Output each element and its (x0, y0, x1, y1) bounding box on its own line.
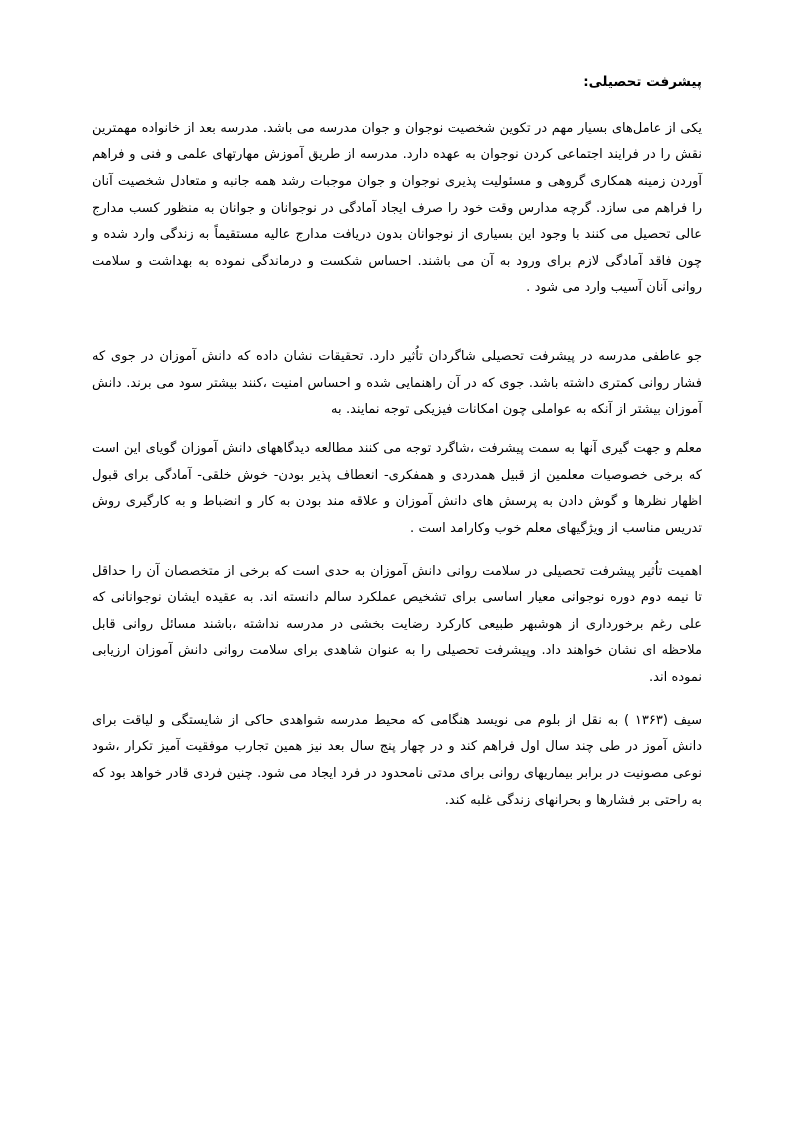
paragraph-3: معلم و جهت گیری آنها به سمت پیشرفت ،شاگرد توجه می کنند مطالعه دیدگاههای دانش آموزان گویای این است که برخی خصوصیات معلمین از قبیل همدردی و همفکری- انعطاف پذیر بودن- خوش خلقی- آمادگی برای قبول اظهار نظرها و گوش دادن به پرسش های دانش آموزان و علاقه مند بودن به کار و انضباط و به کارگیری روش تدریس مناسب از ویژگیهای معلم خوب وکارامد است . (92, 441, 702, 536)
paragraph-2: جو عاطفی مدرسه در پیشرفت تحصیلی شاگردان تاُثیر دارد. تحقیقات نشان داده که دانش آموزان در جوی که فشار روانی کمتری داشته باشد. جوی که در آن راهنمایی شده و احساس امنیت ،کنند بیشتر سود می برند. دانش آموزان بیشتر از آنکه به عواملی چون امکانات فیزیکی توجه نمایند. به (92, 349, 702, 418)
paragraph-4: اهمیت تاُثیر پیشرفت تحصیلی در سلامت روانی دانش آموزان به حدی است که برخی از متخصصان آن را حداقل تا نیمه دوم دوره نوجوانی معیار اساسی برای تشخیص عملکرد سالم دانسته اند. به عقیده ایشان نوجوانانی که علی رغم برخورداری از هوشبهر طبیعی کارکرد رضایت بخشی در مدرسه نداشته ،باشند مسائل روانی قابل ملاحظه ای نشان خواهند داد. وپیشرفت تحصیلی را به عنوان شاهدی برای سلامت روانی دانش آموزان ارزیابی نموده اند. (92, 563, 702, 686)
page-title: پیشرفت تحصیلی: (583, 74, 702, 90)
paragraph-5: سیف (۱۳۶۳ ) به نقل از بلوم می نویسد هنگامی که محیط مدرسه شواهدی حاکی از شایستگی و لیاقت برای دانش آموز در طی چند سال اول فراهم کند و در چهار پنج سال بعد نیز همین تجارب موفقیت آمیز تکرار ،شود نوعی مصونیت در برابر بیماریهای روانی برای مدتی نامحدود در فرد ایجاد می شود. چنین فردی قادر خواهد بود که به راحتی بر فشارها و بحرانهای زندگی غلبه کند. (92, 712, 702, 808)
paragraph-1: یکی از عامل‌های بسیار مهم در تکوین شخصیت نوجوان و جوان مدرسه می باشد. مدرسه بعد از خانواده مهمترین نقش را در فرایند اجتماعی کردن نوجوان به عهده دارد. مدرسه از طریق آموزش مهارتهای علمی و فنی و فراهم آوردن زمینه همکاری گروهی و مسئولیت پذیری نوجوان و جوان موجبات رشد همه جانبه و متعادل شخصیت آنان را فراهم می سازد. گرچه مدارس وقت خود را صرف ایجاد آمادگی در نوجوانان و جوانان به منظور کسب مدارج عالی تحصیل می کنند با وجود این بسیاری از نوجوانان بدون دریافت مدارج عالیه مستقیماً به زندگی وارد شده و چون فاقد آمادگی لازم برای ورود به آن می باشند. احساس شکست و درماندگی نموده به بهداشت و سلامت روانی آنان آسیب وارد می شود . (92, 120, 702, 296)
